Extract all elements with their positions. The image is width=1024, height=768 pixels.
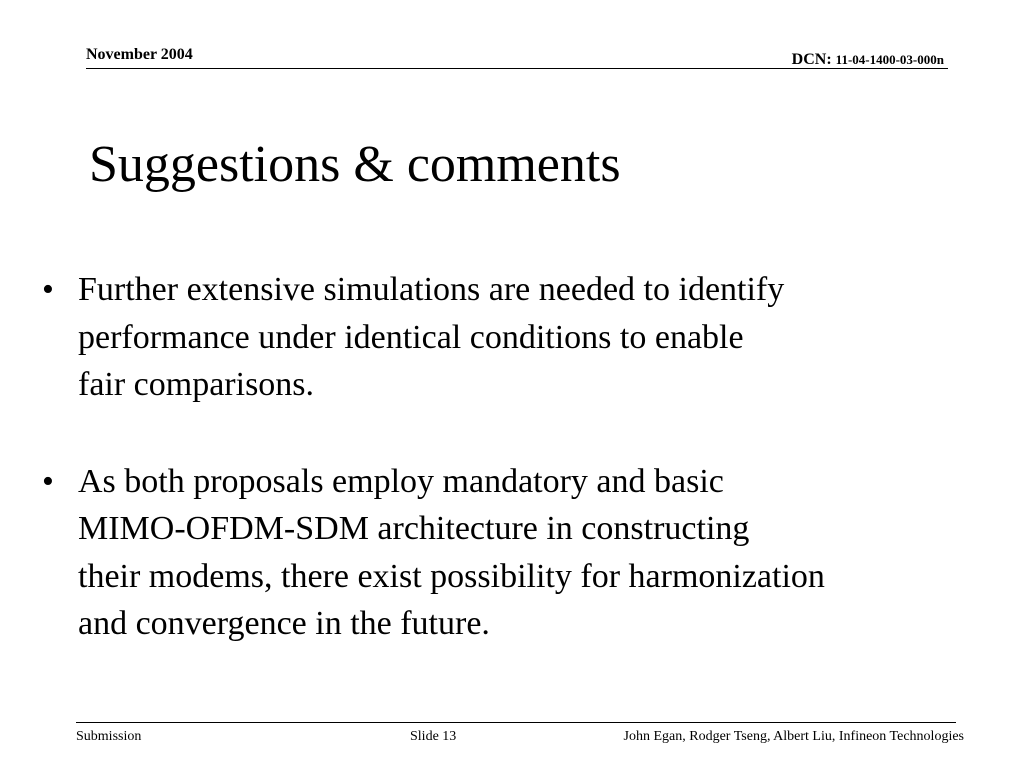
footer-divider <box>76 722 956 723</box>
bullet-line: As both proposals employ mandatory and basic <box>78 462 724 500</box>
dcn-label: DCN: <box>791 51 836 68</box>
bullet-marker: • <box>42 462 54 500</box>
bullet-line: MIMO-OFDM-SDM architecture in constructing <box>78 510 750 547</box>
footer-authors: John Egan, Rodger Tseng, Albert Liu, Infineon Technologies <box>623 729 964 744</box>
header-divider <box>86 68 948 69</box>
bullet-line: their modems, there exist possibility for harmonization <box>78 557 825 595</box>
bullet-line: performance under identical conditions to enable <box>78 318 744 356</box>
slide-title: Suggestions & comments <box>89 136 621 193</box>
footer-submission: Submission <box>76 729 142 744</box>
bullet-line: fair comparisons. <box>78 366 315 403</box>
bullet-item <box>42 266 1002 409</box>
dcn-number: 11-04-1400-03-000n <box>835 52 944 67</box>
header-date: November 2004 <box>86 46 193 63</box>
footer-slide-number: Slide 13 <box>410 729 457 744</box>
bullet-list <box>42 266 1002 648</box>
bullet-line: Further extensive simulations are needed to identify <box>78 271 785 308</box>
bullet-line: and convergence in the future. <box>78 605 490 642</box>
bullet-item <box>42 458 1002 648</box>
bullet-marker: • <box>42 271 54 308</box>
header-dcn <box>792 50 944 70</box>
